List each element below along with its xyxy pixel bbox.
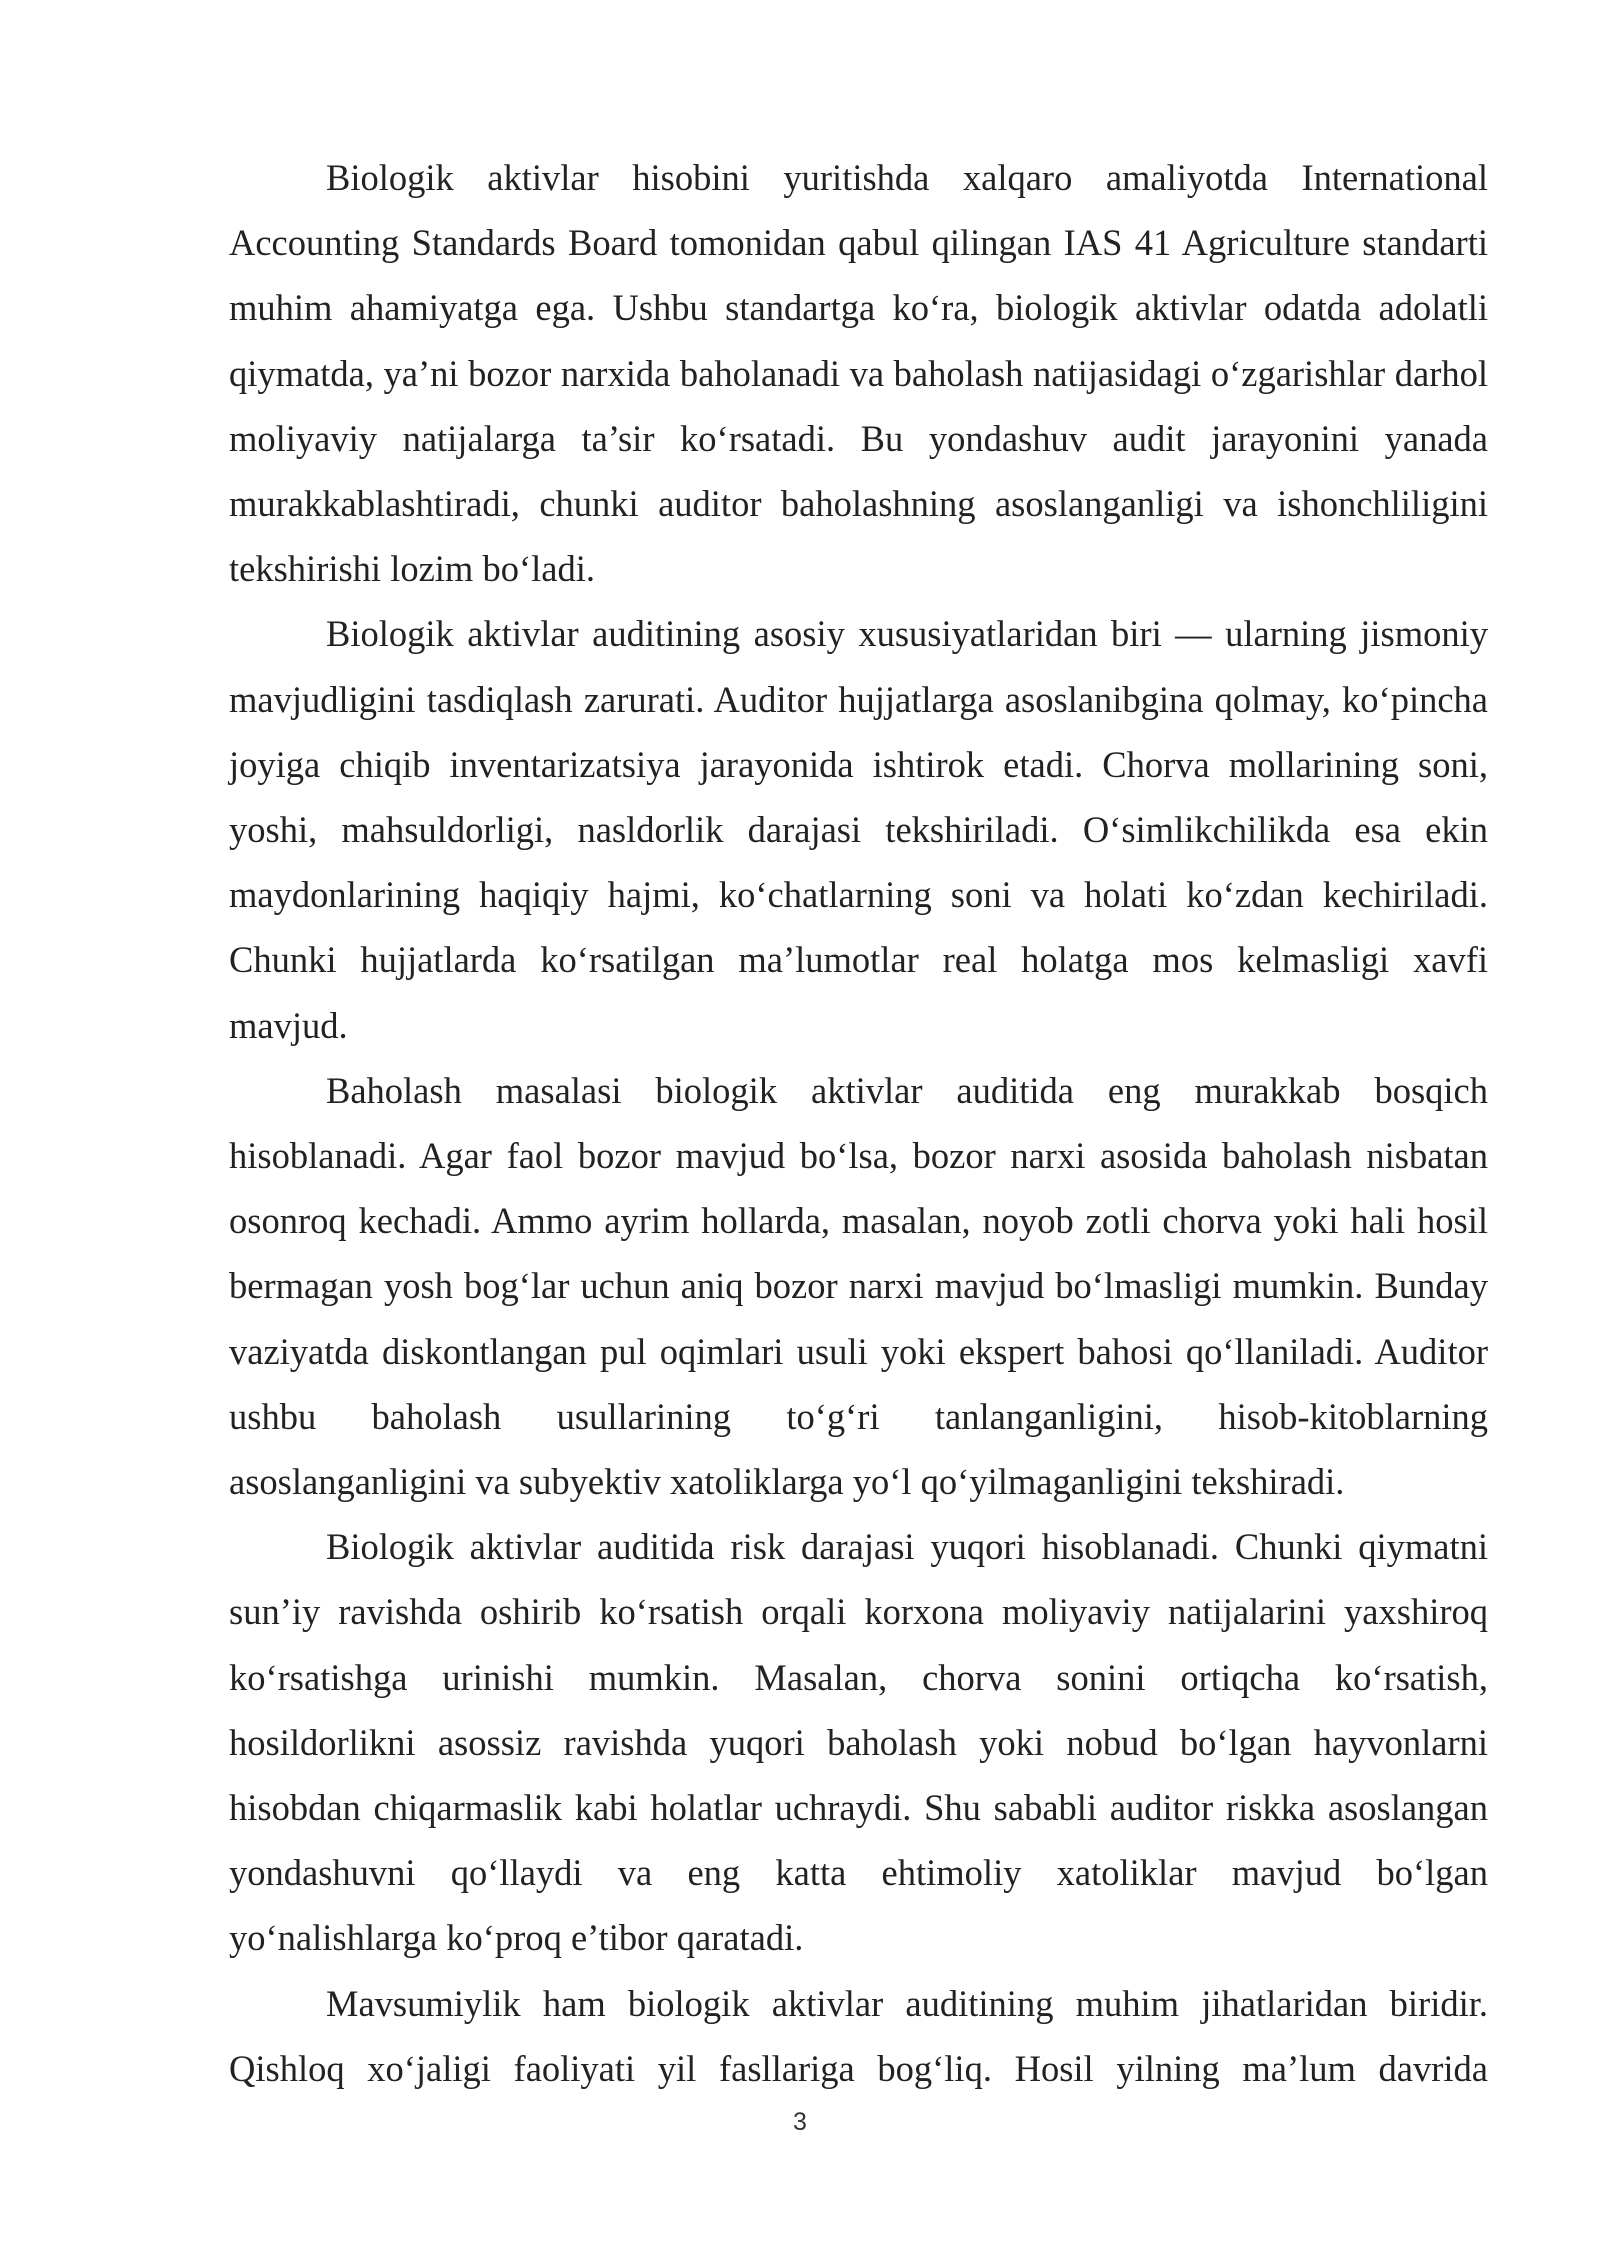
paragraph-ias41: Biologik aktivlar hisobini yuritishda xalqaro amaliyotda International Accounting Standards Board tomonidan qabul qilingan IAS 41 Agriculture standarti muhim ahamiyatga ega. Ushbu standartga ko‘ra, biologik aktivlar odatda adolatli qiymatda, ya’ni bozor narxida baholanadi va baholash natijasidagi o‘zgarishlar darhol moliyaviy natijalarga ta’sir ko‘rsatadi. Bu yondashuv audit jarayonini yanada murakkablashtiradi, chunki auditor baholashning asoslanganligi va ishonchliligini tekshirishi lozim bo‘ladi. [229, 157, 1488, 590]
paragraph-seasonality: Mavsumiylik ham biologik aktivlar auditining muhim jihatlaridan biridir. Qishloq xo‘jaligi faoliyati yil fasllariga bog‘liq. Hosil yilning ma’lum davrida [229, 1982, 1488, 2089]
page-number: 3 [793, 2108, 807, 2136]
paragraph-risk: Biologik aktivlar auditida risk darajasi yuqori hisoblanadi. Chunki qiymatni sun’iy ravishda oshirib ko‘rsatish orqali korxona moliyaviy natijalarini yaxshiroq ko‘rsatishga urinishi mumkin. Masalan, chorva sonini ortiqcha ko‘rsatish, hosildorlikni asossiz ravishda yuqori baholash yoki nobud bo‘lgan hayvonlarni hisobdan chiqarmaslik kabi holatlar uchraydi. Shu sababli auditor riskka asoslangan yondashuvni qo‘llaydi va eng katta ehtimoliy xatoliklar mavjud bo‘lgan yo‘nalishlarga ko‘proq e’tibor qaratadi. [229, 1526, 1488, 1959]
body-text [229, 145, 1488, 2101]
paragraph-valuation: Baholash masalasi biologik aktivlar auditida eng murakkab bosqich hisoblanadi. Agar faol bozor mavjud bo‘lsa, bozor narxi asosida baholash nisbatan osonroq kechadi. Ammo ayrim hollarda, masalan, noyob zotli chorva yoki hali hosil bermagan yosh bog‘lar uchun aniq bozor narxi mavjud bo‘lmasligi mumkin. Bunday vaziyatda diskontlangan pul oqimlari usuli yoki ekspert bahosi qo‘llaniladi. Auditor ushbu baholash usullarining to‘g‘ri tanlanganligini, hisob-kitoblarning asoslanganligini va subyektiv xatoliklarga yo‘l qo‘yilmaganligini tekshiradi. [229, 1069, 1488, 1503]
paragraph-physical-existence: Biologik aktivlar auditining asosiy xususiyatlaridan biri — ularning jismoniy mavjudligini tasdiqlash zarurati. Auditor hujjatlarga asoslanibgina qolmay, ko‘pincha joyiga chiqib inventarizatsiya jarayonida ishtirok etadi. Chorva mollarining soni, yoshi, mahsuldorligi, nasldorlik darajasi tekshiriladi. O‘simlikchilikda esa ekin maydonlarining haqiqiy hajmi, ko‘chatlarning soni va holati ko‘zdan kechiriladi. Chunki hujjatlarda ko‘rsatilgan ma’lumotlar real holatga mos kelmasligi xavfi mavjud. [229, 613, 1488, 1046]
